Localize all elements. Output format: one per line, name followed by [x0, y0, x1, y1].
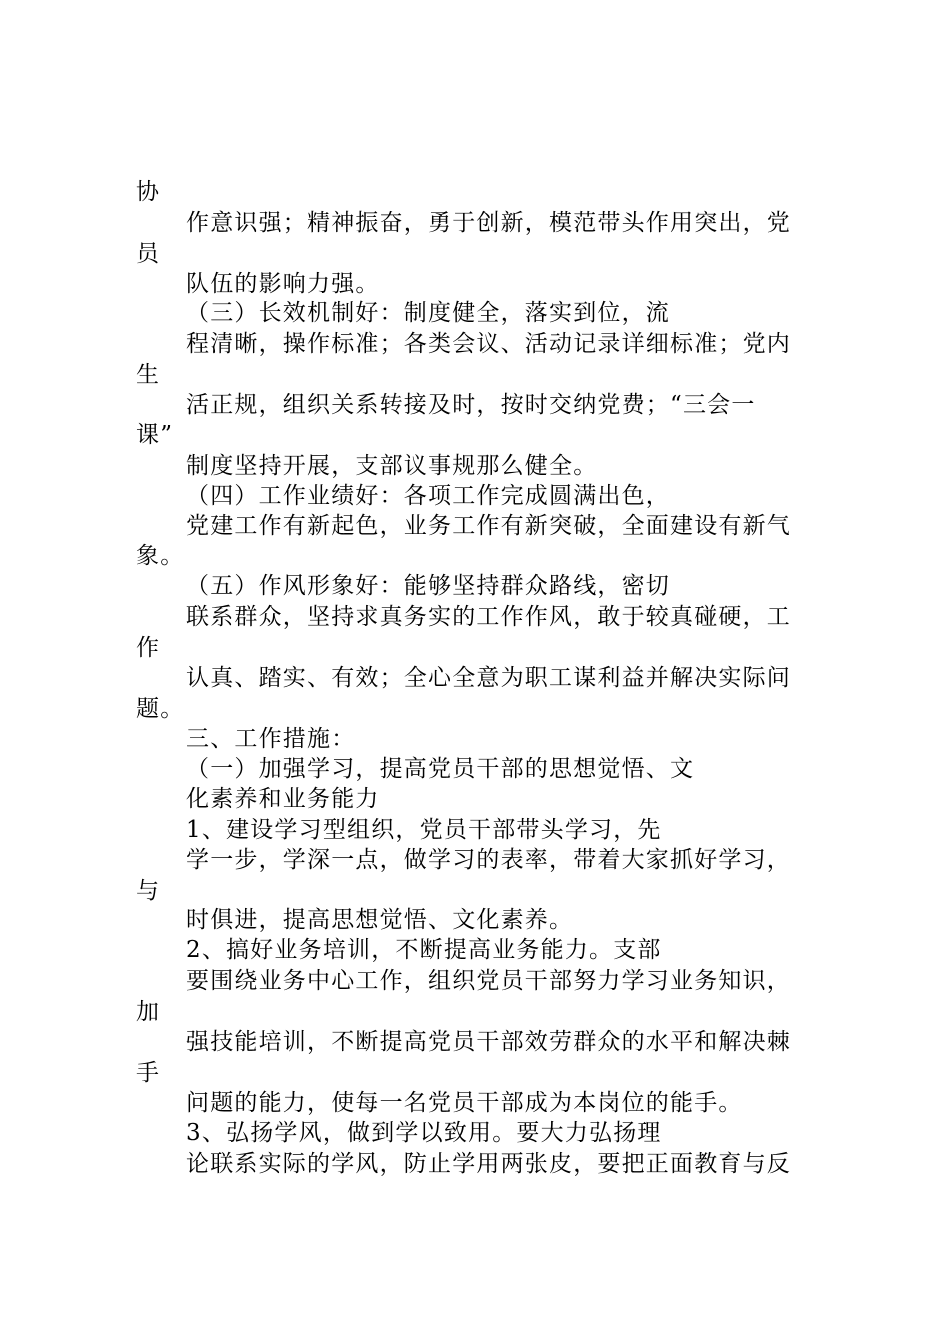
text-line: 作: [136, 635, 161, 661]
text-line: 强技能培训，不断提高党员干部效劳群众的水平和解决棘: [186, 1029, 791, 1055]
text-line: 加: [136, 999, 161, 1025]
text-line: 题。: [136, 696, 185, 722]
text-line: 时俱进，提高思想觉悟、文化素养。: [186, 907, 574, 933]
text-line: 员: [136, 241, 161, 267]
text-line: 协: [136, 179, 161, 205]
text-line: 党建工作有新起色，业务工作有新突破，全面建设有新气: [186, 513, 791, 539]
text-line: 活正规，组织关系转接及时，按时交纳党费；“三会一: [186, 392, 756, 418]
text-line: 作意识强；精神振奋，勇于创新，模范带头作用突出，党: [186, 210, 791, 236]
text-line: 认真、踏实、有效；全心全意为职工谋利益并解决实际问: [186, 665, 791, 691]
text-line: 象。: [136, 543, 185, 569]
text-line: 制度坚持开展，支部议事规那么健全。: [186, 453, 598, 479]
text-line: 论联系实际的学风，防止学用两张皮，要把正面教育与反: [186, 1151, 791, 1177]
text-line: 生: [136, 362, 161, 388]
text-line: 三、工作措施：: [186, 726, 356, 752]
text-line: 联系群众，坚持求真务实的工作作风，敢于较真碰硬，工: [186, 604, 791, 630]
text-line: 问题的能力，使每一名党员干部成为本岗位的能手。: [186, 1090, 743, 1116]
text-line: （五）作风形象好：能够坚持群众路线，密切: [186, 573, 670, 599]
text-line: 队伍的影响力强。: [186, 271, 380, 297]
text-line: 程清晰，操作标准；各类会议、活动记录详细标准；党内: [186, 331, 791, 357]
text-line: 手: [136, 1060, 161, 1086]
text-line: 要围绕业务中心工作，组织党员干部努力学习业务知识，: [186, 968, 791, 994]
text-line: （三）长效机制好：制度健全，落实到位，流: [186, 300, 670, 326]
text-line: 与: [136, 878, 161, 904]
text-line: 2、搞好业务培训，不断提高业务能力。支部: [186, 937, 662, 963]
text-line: 学一步，学深一点，做学习的表率，带着大家抓好学习，: [186, 847, 791, 873]
text-line: 化素养和业务能力: [186, 786, 380, 812]
text-line: （一）加强学习，提高党员干部的思想觉悟、文: [186, 756, 695, 782]
text-line: （四）工作业绩好：各项工作完成圆满出色，: [186, 483, 670, 509]
text-line: 课”: [136, 422, 174, 448]
text-line: 1、建设学习型组织，党员干部带头学习，先: [186, 817, 662, 843]
text-line: 3、弘扬学风，做到学以致用。要大力弘扬理: [186, 1120, 662, 1146]
